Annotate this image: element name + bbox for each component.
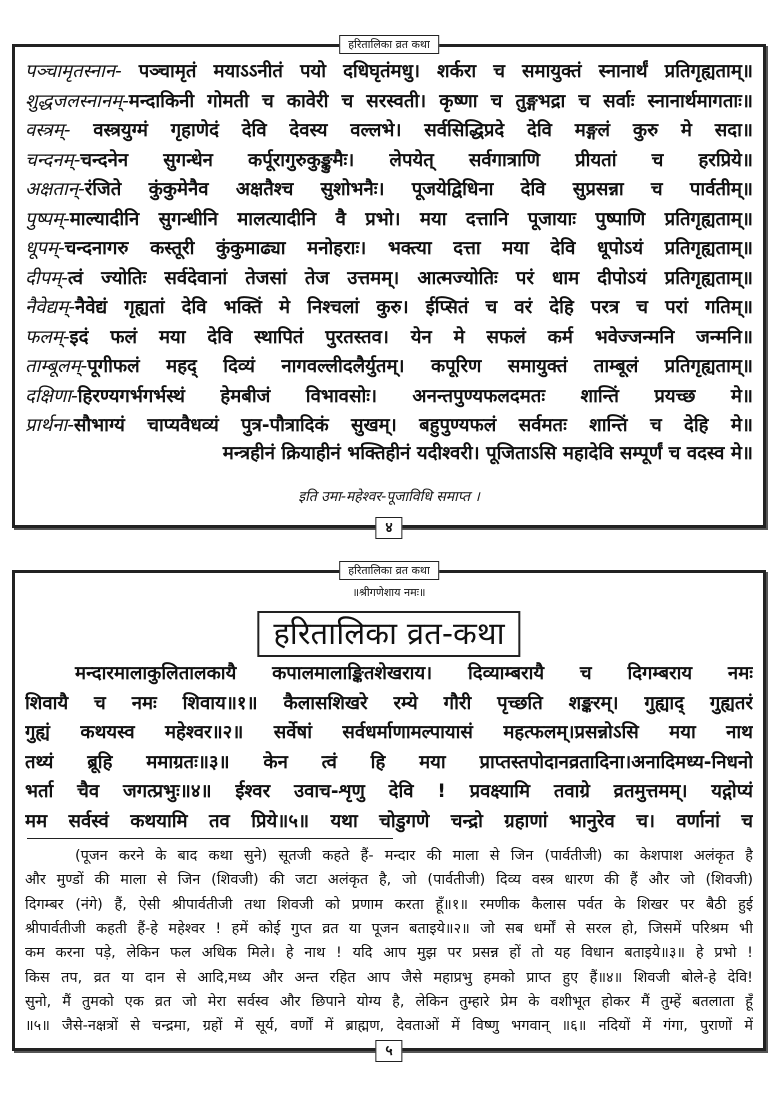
verse-label: ताम्बूलम्- [25, 356, 88, 377]
page-number: ४ [375, 517, 402, 539]
verse-line: भर्ता चैव जगत्प्रभुः॥४॥ ईश्वर उवाच-शृणु देवि ! प्रवक्ष्यामि तवाग्रे व्रतमुत्तमम्। यद्गोप्यं [25, 781, 753, 802]
verse-text: त्वं ज्योतिः सर्वदेवानां तेजसां तेज उत्तमम्। आत्मज्योतिः परं धाम दीपोऽयं प्रतिगृह्यताम्॥ [67, 267, 753, 289]
verse-line: मन्दारमालाकुलितालकायै कपालमालाङ्कितशेखराय। दिव्याम्बरायै च दिगम्बराय नमः [75, 663, 753, 684]
verse-line: तथ्यं ब्रूहि ममाग्रतः॥३॥ केन त्वं हि मया प्राप्तस्तपोदानव्रतादिना।अनादिमध्य-निधनो [25, 751, 753, 773]
page-5 [12, 564, 766, 1059]
verse-label: अक्षतान्- [25, 179, 85, 200]
page-number: ५ [375, 1040, 402, 1062]
verse-label: वस्त्रम्- [25, 120, 71, 141]
verse-label: फलम्- [25, 326, 70, 348]
translation-line: कम करना पड़े, लेकिन फल अधिक मिले। हे नाथ ! यदि आप मुझ पर प्रसन्न हों तो यह विधान बताइये॥३॥ हे प्रभो ! [25, 945, 753, 962]
verse-line [25, 325, 753, 351]
verse-line: गुह्यं कथयस्व महेश्वर॥२॥ सर्वेषां सर्वधर्माणामल्पायासं महत्फलम्।प्रसन्नोऽसि मया नाथ [25, 722, 753, 743]
verse-label: शुद्धजलस्नानम्- [25, 90, 129, 112]
page-4 [12, 38, 766, 536]
verse-line: मम सर्वस्वं कथयामि तव प्रिये॥५॥ यथा चोडुगणे चन्द्रो ग्रहाणां भानुरेव च। वर्णानां च [25, 810, 753, 832]
invocation: ॥श्रीगणेशाय नमः॥ [352, 586, 426, 599]
verse-line [25, 236, 753, 262]
verse-label: धूपम्- [25, 238, 65, 259]
page-title: हरितालिका व्रत-कथा [257, 611, 520, 657]
verse-text: वस्त्रयुग्मं गृहाणेदं देवि देवस्य वल्लभे। सर्वसिद्धिप्रदे देवि मङ्गलं कुरु मे सदा॥ [70, 120, 753, 141]
verse-text: मन्दाकिनी गोमती च कावेरी च सरस्वती। कृष्णा च तुङ्गभद्रा च सर्वाः स्नानार्थमागताः॥ [128, 90, 753, 112]
verse-text: नैवेद्यं गृह्यतां देवि भक्तिं मे निश्चलां कुरु। ईप्सितं च वरं देहि परत्र च परां गतिम्॥ [74, 297, 753, 318]
verse-text: चन्दनेन सुगन्धेन कर्पूरागुरुकुङ्कुमैः। लेपयेत् सर्वगात्राणि प्रीयतां च हरप्रिये॥ [80, 149, 753, 171]
translation-line: और मुण्डों की माला से जिन (शिवजी) की जटा अलंकृत है, जो (पार्वतीजी) दिव्य वस्त्र धारण की हैं और जो (शिवजी) [25, 872, 753, 889]
verse-label: पुष्पम्- [25, 208, 70, 230]
verse-text: हिरण्यगर्भगर्भस्थं हेमबीजं विभावसोः। अनन्तपुण्यफलदमतः शान्तिं प्रयच्छ मे॥ [77, 385, 753, 407]
verse-text: इदं फलं मया देवि स्थापितं पुरतस्तव। येन मे सफलं कर्म भवेज्जन्मनि जन्मनि॥ [69, 326, 753, 348]
verse-line [25, 59, 753, 85]
verse-text: पूगीफलं महद् दिव्यं नागवल्लीदलैर्युतम्। कपूरिण समायुक्तं ताम्बूलं प्रतिगृह्यताम्॥ [87, 356, 753, 377]
verse-label: प्रार्थना- [25, 415, 74, 436]
verse-line [25, 295, 753, 321]
verse-line [25, 177, 753, 203]
verse-label: दीपम्- [25, 267, 68, 289]
closing-verse: मन्त्रहीनं क्रियाहीनं भक्तिहीनं यदीश्वरी। पूजिताऽसि महादेवि सम्पूर्णं च वदस्व मे॥ [222, 443, 753, 464]
translation-line: ॥५॥ जैसे-नक्षत्रों से चन्द्रमा, ग्रहों में सूर्य, वर्णों में ब्राह्मण, देवताओं में विष्णु भगवान् ॥६॥ नदियों में गंगा, पुराणों में [25, 1018, 753, 1035]
verse-text: माल्यादीनि सुगन्धीनि मालत्यादीनि वै प्रभो। मया दत्तानि पूजायाः पुष्पाणि प्रतिगृह्यताम्॥ [69, 208, 753, 230]
running-header: हरितालिका व्रत कथा [339, 35, 439, 54]
translation-line: दिगम्बर (नंगे) हैं, ऐसी श्रीपार्वतीजी तथा शिवजी को प्रणाम करता हूँ॥१॥ रमणीक कैलास पर्वत के शिखर पर बैठी हुई [25, 896, 753, 913]
verse-line [25, 89, 753, 115]
divider [27, 838, 393, 839]
verse-label: चन्दनम्- [25, 149, 81, 171]
verse-text: रंजिते कुंकुमेनैव अक्षतैश्च सुशोभनैः। पूजयेद्विधिना देवि सुप्रसन्ना च पार्वतीम्॥ [84, 179, 753, 200]
verse-text: सौभाग्यं चाप्यवैधव्यं पुत्र-पौत्रादिकं सुखम्। बहुपुण्यफलं सर्वमतः शान्तिं च देहि मे॥ [73, 415, 753, 436]
verse-line [25, 266, 753, 292]
verse-line [25, 354, 753, 380]
verse-line [25, 384, 753, 410]
verse-line [25, 148, 753, 174]
verse-line: शिवायै च नमः शिवाय॥१॥ कैलासशिखरे रम्ये गौरी पृच्छति शङ्करम्। गुह्याद् गुह्यतरं [25, 692, 753, 714]
verse-line [25, 118, 753, 144]
colophon: इति उमा-महेश्वर-पूजाविधि समाप्त । [298, 489, 480, 505]
verse-label: दक्षिणा- [25, 385, 78, 407]
verse-label: नैवेद्यम्- [25, 297, 75, 318]
translation-line: सुनो, मैं तुमको एक व्रत जो मेरा सर्वस्व और छिपाने योग्य है, लेकिन तुम्हारे प्रेम के वशीभूत होकर मैं तुम्हें बतलाता हूँ [25, 993, 753, 1010]
verse-line [25, 413, 753, 439]
verse-line [25, 207, 753, 233]
translation-line: श्रीपार्वतीजी कहती हैं-हे महेश्वर ! हमें कोई गुप्त व्रत या पूजन बताइये॥२॥ जो सब धर्मों से सरल हो, जिसमें परिश्रम भी [25, 920, 753, 937]
translation-line: किस तप, व्रत या दान से आदि,मध्य और अन्त रहित आप जैसे महाप्रभु हमको प्राप्त हुए हैं॥४॥ शिवजी बोले-हे देवि! [25, 969, 753, 986]
translation-line: (पूजन करने के बाद कथा सुने) सूतजी कहते हैं- मन्दार की माला से जिन (पार्वतीजी) का केशपाश अलंकृत है [75, 848, 753, 864]
verse-text: पञ्चामृतं मयाऽऽनीतं पयो दधिघृतंमधु। शर्करा च समायुक्तं स्नानार्थं प्रतिगृह्यताम्॥ [121, 61, 753, 82]
verse-text: चन्दनागरु कस्तूरी कुंकुमाढ्या मनोहराः। भक्त्या दत्ता मया देवि धूपोऽयं प्रतिगृह्यताम्॥ [64, 238, 753, 259]
running-header: हरितालिका व्रत कथा [339, 561, 439, 580]
verse-label: पञ्चामृतस्नान- [25, 61, 122, 82]
